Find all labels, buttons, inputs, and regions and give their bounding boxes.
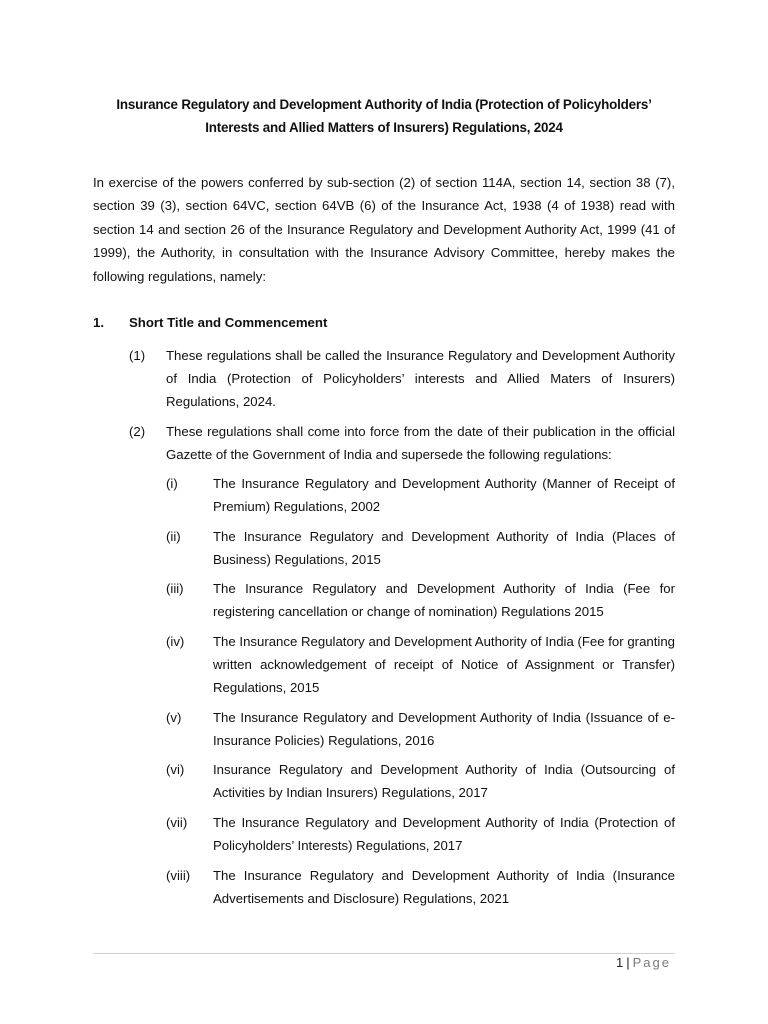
clause-2 xyxy=(129,420,675,466)
item-text: The Insurance Regulatory and Development Authority of India (Fee for granting written acknowledgement of receipt of Notice of Assignment or Transfer) Regulations, 2015 xyxy=(213,634,675,695)
title-line-2: Interests and Allied Matters of Insurers) Regulations, 2024 xyxy=(205,120,563,135)
item-text: Insurance Regulatory and Development Authority of India (Outsourcing of Activities by Indian Insurers) Regulations, 2017 xyxy=(213,762,675,800)
page-separator: | xyxy=(626,955,630,970)
superseded-item xyxy=(166,758,675,804)
superseded-item xyxy=(166,577,675,623)
superseded-item xyxy=(166,864,675,910)
item-text: The Insurance Regulatory and Development Authority of India (Issuance of e-Insurance Policies) Regulations, 2016 xyxy=(213,710,675,748)
item-text: The Insurance Regulatory and Development Authority of India (Places of Business) Regulations, 2015 xyxy=(213,529,675,567)
item-text: The Insurance Regulatory and Development Authority of India (Insurance Advertisements and Disclosure) Regulations, 2021 xyxy=(213,868,675,906)
item-text: The Insurance Regulatory and Development Authority (Manner of Receipt of Premium) Regulations, 2002 xyxy=(213,476,675,514)
superseded-item xyxy=(166,706,675,752)
title-line-1: Insurance Regulatory and Development Authority of India (Protection of Policyholders’ xyxy=(116,97,652,112)
item-number: (ii) xyxy=(166,529,181,544)
item-number: (vi) xyxy=(166,762,185,777)
item-text: The Insurance Regulatory and Development Authority of India (Protection of Policyholders’ Interests) Regulations, 2017 xyxy=(213,815,675,853)
item-number: (iii) xyxy=(166,581,184,596)
item-number: (vii) xyxy=(166,815,188,830)
page-footer xyxy=(616,955,671,970)
item-text: The Insurance Regulatory and Development Authority of India (Fee for registering cancellation or change of nomination) Regulations 2015 xyxy=(213,581,675,619)
section-title: Short Title and Commencement xyxy=(129,315,328,330)
item-number: (i) xyxy=(166,476,178,491)
item-number: (v) xyxy=(166,710,182,725)
clause-1 xyxy=(129,344,675,413)
page-number: 1 xyxy=(616,955,624,970)
document-title xyxy=(93,93,675,139)
superseded-item xyxy=(166,630,675,699)
superseded-item xyxy=(166,811,675,857)
superseded-item xyxy=(166,472,675,518)
section-number: 1. xyxy=(93,315,104,330)
clause-number: (1) xyxy=(129,348,146,363)
footer-divider xyxy=(93,953,675,954)
page-label: Page xyxy=(632,955,671,970)
clause-text: These regulations shall be called the Insurance Regulatory and Development Authority of India (Protection of Policyholders’ interests and Allied Maters of Insurers) Regulations, 2024. xyxy=(166,348,675,409)
superseded-item xyxy=(166,525,675,571)
preamble-paragraph: In exercise of the powers conferred by sub-section (2) of section 114A, section 14, section 38 (7), section 39 (3), section 64VC, section 64VB (6) of the Insurance Act, 1938 (4 of 1938) read with section 14 and section 26 of the Insurance Regulatory and Development Authority Act, 1999 (41 of 1999), the Authority, in consultation with the Insurance Advisory Committee, hereby makes the following regulations, namely: xyxy=(93,175,675,284)
clause-text: These regulations shall come into force from the date of their publication in the official Gazette of the Government of India and supersede the following regulations: xyxy=(166,424,675,462)
item-number: (iv) xyxy=(166,634,185,649)
item-number: (viii) xyxy=(166,868,191,883)
clause-number: (2) xyxy=(129,424,146,439)
